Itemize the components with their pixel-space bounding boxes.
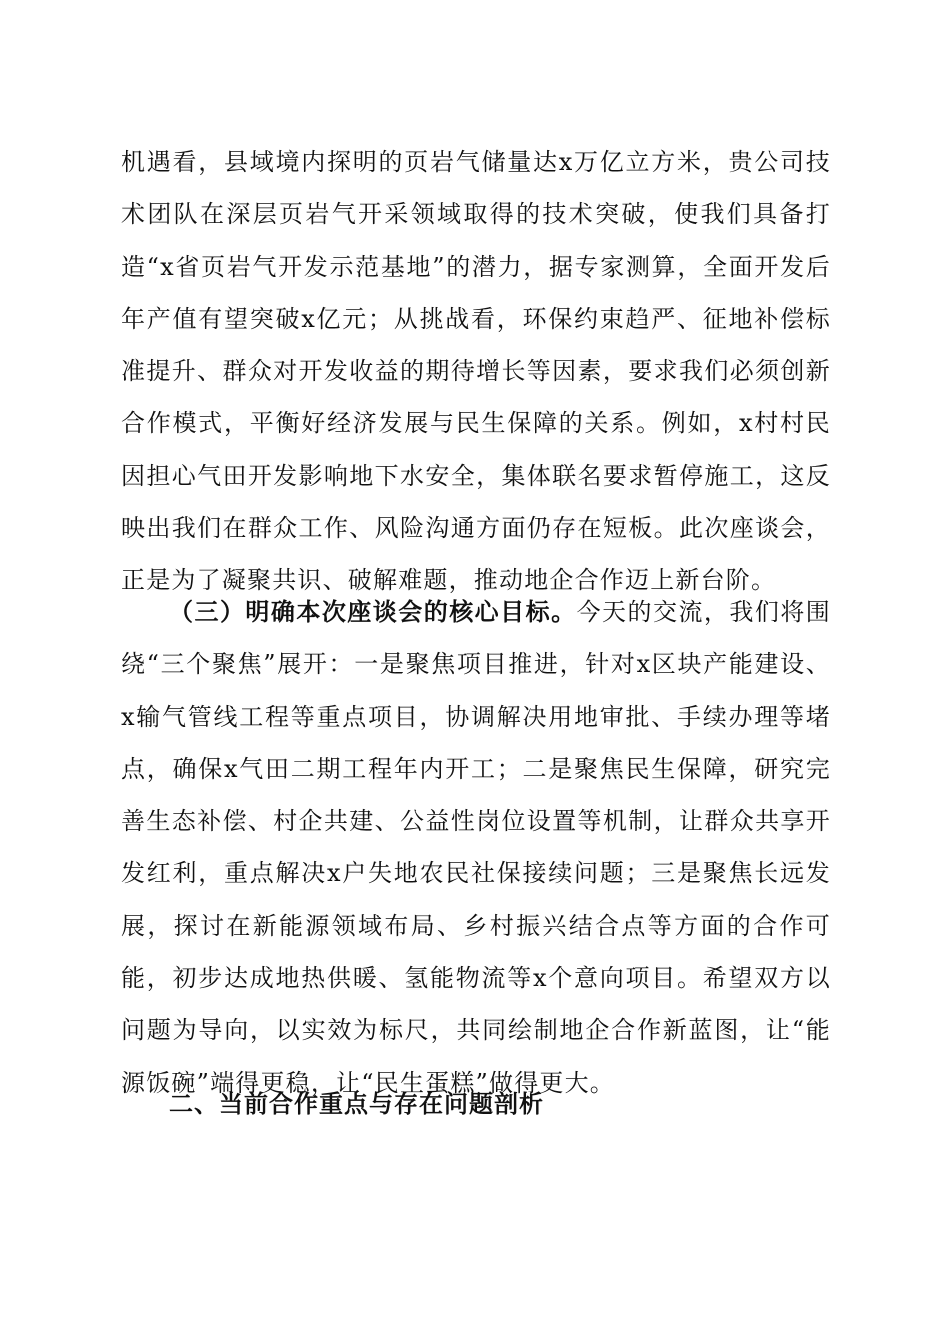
- paragraph-text: 今天的交流，我们将围绕“三个聚焦”展开：一是聚焦项目推进，针对x区块产能建设、x输气管线工程等重点项目，协调解决用地审批、手续办理等堵点，确保x气田二期工程年内开工；二是聚焦民生保障，研究完善生态补偿、村企共建、公益性岗位设置等机制，让群众共享开发红利，重点解决x户失地农民社保接续问题；三是聚焦长远发展，探讨在新能源领域布局、乡村振兴结合点等方面的合作可能，初步达成地热供暖、氢能物流等x个意向项目。希望双方以问题为导向，以实效为标尺，共同绘制地企合作新蓝图，让“能源饭碗”端得更稳，让“民生蛋糕”做得更大。: [121, 598, 832, 1097]
- section-heading: 二、当前合作重点与存在问题剖析: [169, 1090, 544, 1118]
- paragraph-text: 机遇看，县域境内探明的页岩气储量达x万亿立方米，贵公司技术团队在深层页岩气开采领域取得的技术突破，使我们具备打造“x省页岩气开发示范基地”的潜力，据专家测算，全面开发后年产值有望突破x亿元；从挑战看，环保约束趋严、征地补偿标准提升、群众对开发收益的期待增长等因素，要求我们必须创新合作模式，平衡好经济发展与民生保障的关系。例如，x村村民因担心气田开发影响地下水安全，集体联名要求暂停施工，这反映出我们在群众工作、风险沟通方面仍存在短板。此次座谈会，正是为了凝聚共识、破解难题，推动地企合作迈上新台阶。: [121, 148, 831, 595]
- paragraph-text-wrapper: [121, 586, 831, 1109]
- body-paragraph-core-objectives: [121, 586, 831, 1109]
- body-paragraph-opportunities-challenges: [121, 136, 831, 607]
- subsection-heading: （三）明确本次座谈会的核心目标。: [169, 598, 577, 626]
